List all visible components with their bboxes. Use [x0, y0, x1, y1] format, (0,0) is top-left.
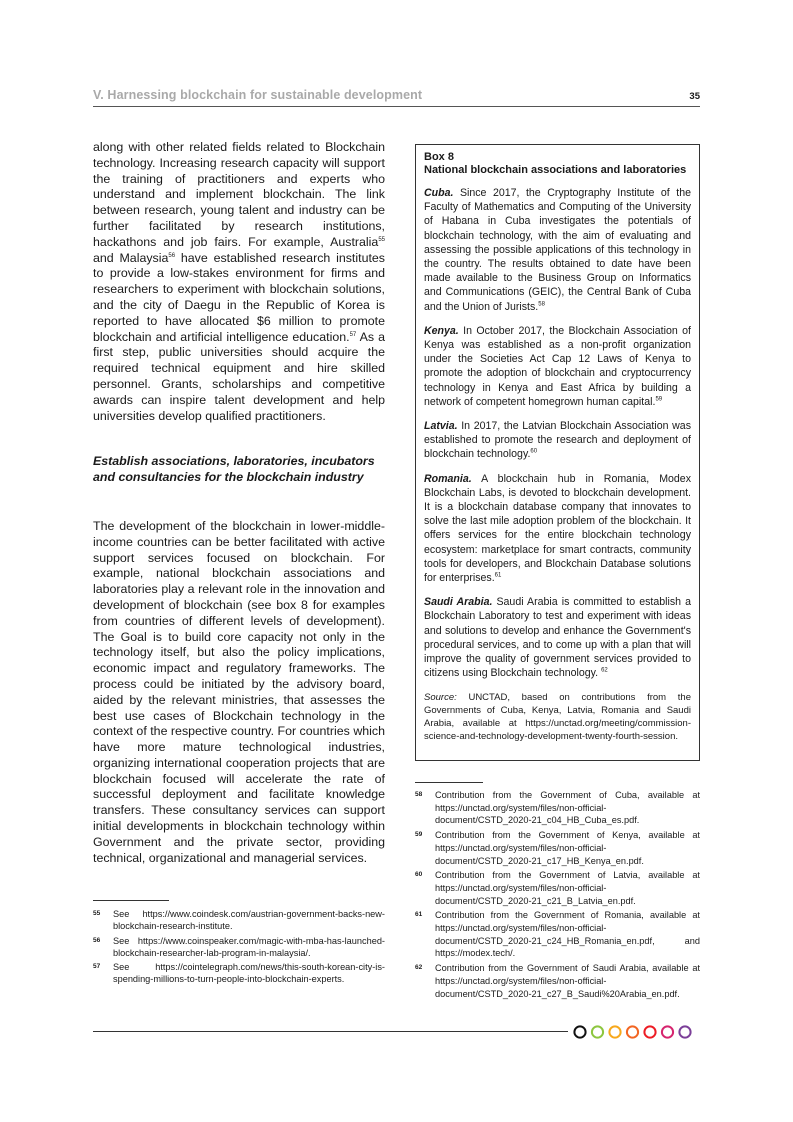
footnote-number: 62	[415, 964, 423, 972]
box-entry-country: Cuba.	[424, 187, 454, 199]
footnote-ref: 57	[349, 331, 357, 338]
footnote	[93, 935, 385, 960]
footnote-ref: 61	[494, 572, 502, 579]
footnote-ref: 58	[538, 301, 545, 308]
footnote-text: Contribution from the Government of Latvia, available at https://unctad.org/system/files/non-official-document/CSTD_2020-21_c21_B_Latvia_en.pdf.	[435, 870, 700, 906]
footnote-rule-right	[415, 782, 483, 783]
box-8	[415, 144, 700, 761]
header-rule	[93, 106, 700, 107]
footnote-ref: 60	[530, 448, 538, 455]
footnote	[415, 789, 700, 827]
footnotes-right	[415, 789, 700, 1002]
footer-dot	[609, 1026, 620, 1037]
text-run: As a first step, public universities should acquire the required technical equipment and hire skilled personnel. Grants, scholarships and competitive awards can inspire talent development and help universities develop qualified practitioners.	[93, 329, 385, 423]
box-entry-country: Saudi Arabia.	[424, 596, 493, 609]
page-number: 35	[689, 91, 700, 102]
text-run: In 2017, the Latvian Blockchain Association was established to promote the research and deployment of blockchain technology.	[424, 420, 691, 461]
box-entry	[424, 324, 691, 409]
footer-dot	[592, 1026, 603, 1037]
footnote-number: 60	[415, 871, 423, 879]
box-entry-country: Kenya.	[424, 324, 459, 337]
footnote-text: See https://cointelegraph.com/news/this-south-korean-city-is-spending-millions-to-turn-people-into-blockchain-experts.	[113, 962, 385, 985]
box-entries	[424, 186, 691, 681]
box-entry-country: Latvia.	[424, 420, 458, 433]
footnote-number: 58	[415, 791, 423, 798]
box-source	[424, 691, 691, 743]
footnote-number: 55	[93, 910, 101, 917]
footer-dot	[662, 1026, 673, 1037]
footnote	[415, 829, 700, 867]
footnote	[415, 909, 700, 960]
footnote-ref: 56	[168, 252, 176, 259]
text-run: have established research institutes to provide a low-stakes environment for firms and researchers to experiment with blockchain solutions, and the city of Daegu in the Republic of Korea is reported to have allocated $6 million to promote blockchain and artificial intelligence education.	[93, 250, 385, 344]
footnote-rule-left	[93, 900, 169, 901]
box-title: National blockchain associations and laboratories	[424, 164, 687, 176]
box-entry-country: Romania.	[424, 472, 472, 485]
footnote-number: 59	[415, 831, 423, 839]
text-run: Since 2017, the Cryptography Institute of the Faculty of Mathematics and Computing of the University of Habana in Cuba investigates the potentials of blockchain technology, with the aim of evaluating and assessing the possible applications of this technology in the country. The results obtained to date have been made available to the Business Group on Informatics and Communications (GEIC), the Central Bank of Cuba and the Union of Jurists.	[424, 187, 691, 313]
source-label: Source:	[424, 691, 457, 703]
footnote-number: 57	[93, 963, 101, 971]
text-run: The development of the blockchain in lower-middle-income countries can be better facilitated with active support services focused on blockchain. For example, national blockchain associations and laboratories play a relevant role in the innovation and development of blockchain (see box 8 for examples from countries of different levels of development). The Goal is to build core capacity not only in the technology itself, but also the policy implications, economic impact and regulatory frameworks. The process could be initiated by the advisory board, aided by the relevant ministries, that assesses the best use cases of Blockchain technology in the context of the respective country. For countries which have more mature technological industries, organizing international cooperation projects that are blockchain focused will accelerate the rate of successful deployment and facilitate knowledge transfers. These consultancy services can support initial developments in blockchain technology within Government and the private sector, providing technical, organizational and managerial services.	[93, 518, 385, 865]
footnote-ref: 59	[655, 396, 663, 403]
footnote	[415, 962, 700, 1000]
text-run: In October 2017, the Blockchain Association of Kenya was established as a non-profit organization under the Societies Act Cap 12 Laws of Kenya to promote the adoption of blockchain and cryptocurrency technology in Kenya and East Africa by building a network of competent homegrown human capital.	[424, 324, 691, 408]
footnote-number: 61	[415, 911, 423, 919]
footer-dot	[574, 1026, 585, 1037]
text-run: A blockchain hub in Romania, Modex Blockchain Labs, is devoted to blockchain development. It is a blockchain database company that innovates to solve the last mile adoption problem of the blockchain. It offers services for the entire blockchain technology ecosystem: marketplace for smart contracts, community tools for developers, and Blockchain Database solutions for enterprises.	[424, 472, 691, 585]
box-entry	[424, 186, 691, 314]
footnote	[93, 908, 385, 933]
text-run: and Malaysia	[93, 250, 169, 265]
footer-dot	[627, 1026, 638, 1037]
footnote-text: Contribution from the Government of Romania, available at https://unctad.org/system/files/non-official-document/CSTD_2020-21_c24_HB_Romania_en.pdf, and https://modex.tech/.	[435, 910, 700, 959]
footnote-ref: 55	[378, 236, 385, 243]
left-column	[93, 140, 385, 866]
footnote-text: See https://www.coindesk.com/austrian-government-backs-new-blockchain-research-institute.	[113, 909, 385, 932]
box-entry	[424, 472, 691, 586]
footnote-ref: 62	[601, 667, 608, 674]
section-subheading: Establish associations, laboratories, incubators and consultancies for the blockchain industry	[93, 454, 375, 485]
body-paragraph-2	[93, 519, 385, 867]
footnote-text: See https://www.coinspeaker.com/magic-with-mba-has-launched-blockchain-researcher-lab-program-in-malaysia/.	[113, 935, 385, 958]
body-paragraph-1	[93, 140, 385, 424]
source-text: UNCTAD, based on contributions from the Governments of Cuba, Kenya, Latvia, Romania and Saudi Arabia, available at https://unctad.org/meeting/commission-science-and-technology-development-twenty-fourth-session.	[424, 691, 691, 742]
footnote-text: Contribution from the Government of Kenya, available at https://unctad.org/system/files/non-official-document/CSTD_2020-21_c17_HB_Kenya_en.pdf.	[435, 830, 700, 866]
footer-dots	[572, 1025, 702, 1039]
box-entry	[424, 419, 691, 462]
footnote	[415, 869, 700, 907]
footnotes-left	[93, 908, 385, 988]
footnote-number: 56	[93, 936, 101, 944]
box-label: Box 8	[424, 151, 454, 163]
footnote-text: Contribution from the Government of Cuba, available at https://unctad.org/system/files/non-official-document/CSTD_2020-21_c04_HB_Cuba_es.pdf.	[435, 790, 700, 826]
footer-dot	[644, 1026, 655, 1037]
text-run: Saudi Arabia is committed to establish a Blockchain Laboratory to test and experiment with ideas and solutions to develop and enhance the Government's procedural services, and to come up with a plan that will improve the quality of government services provided to citizens using Blockchain technology.	[424, 596, 691, 680]
text-run: along with other related fields related to Blockchain technology. Increasing research capacity will support the training of practitioners and experts who understand and implement blockchain. The link between research, young talent and industry can be further facilitated by research institutions, hackathons and job fairs. For example, Australia	[93, 140, 385, 249]
footnote	[93, 961, 385, 986]
page-header-title: V. Harnessing blockchain for sustainable development	[93, 88, 423, 102]
footer-rule	[93, 1031, 568, 1032]
footnote-text: Contribution from the Government of Saudi Arabia, available at https://unctad.org/system/files/non-official-document/CSTD_2020-21_c27_B_Saudi%20Arabia_en.pdf.	[435, 963, 700, 999]
footer-dot	[679, 1026, 690, 1037]
box-entry	[424, 595, 691, 680]
